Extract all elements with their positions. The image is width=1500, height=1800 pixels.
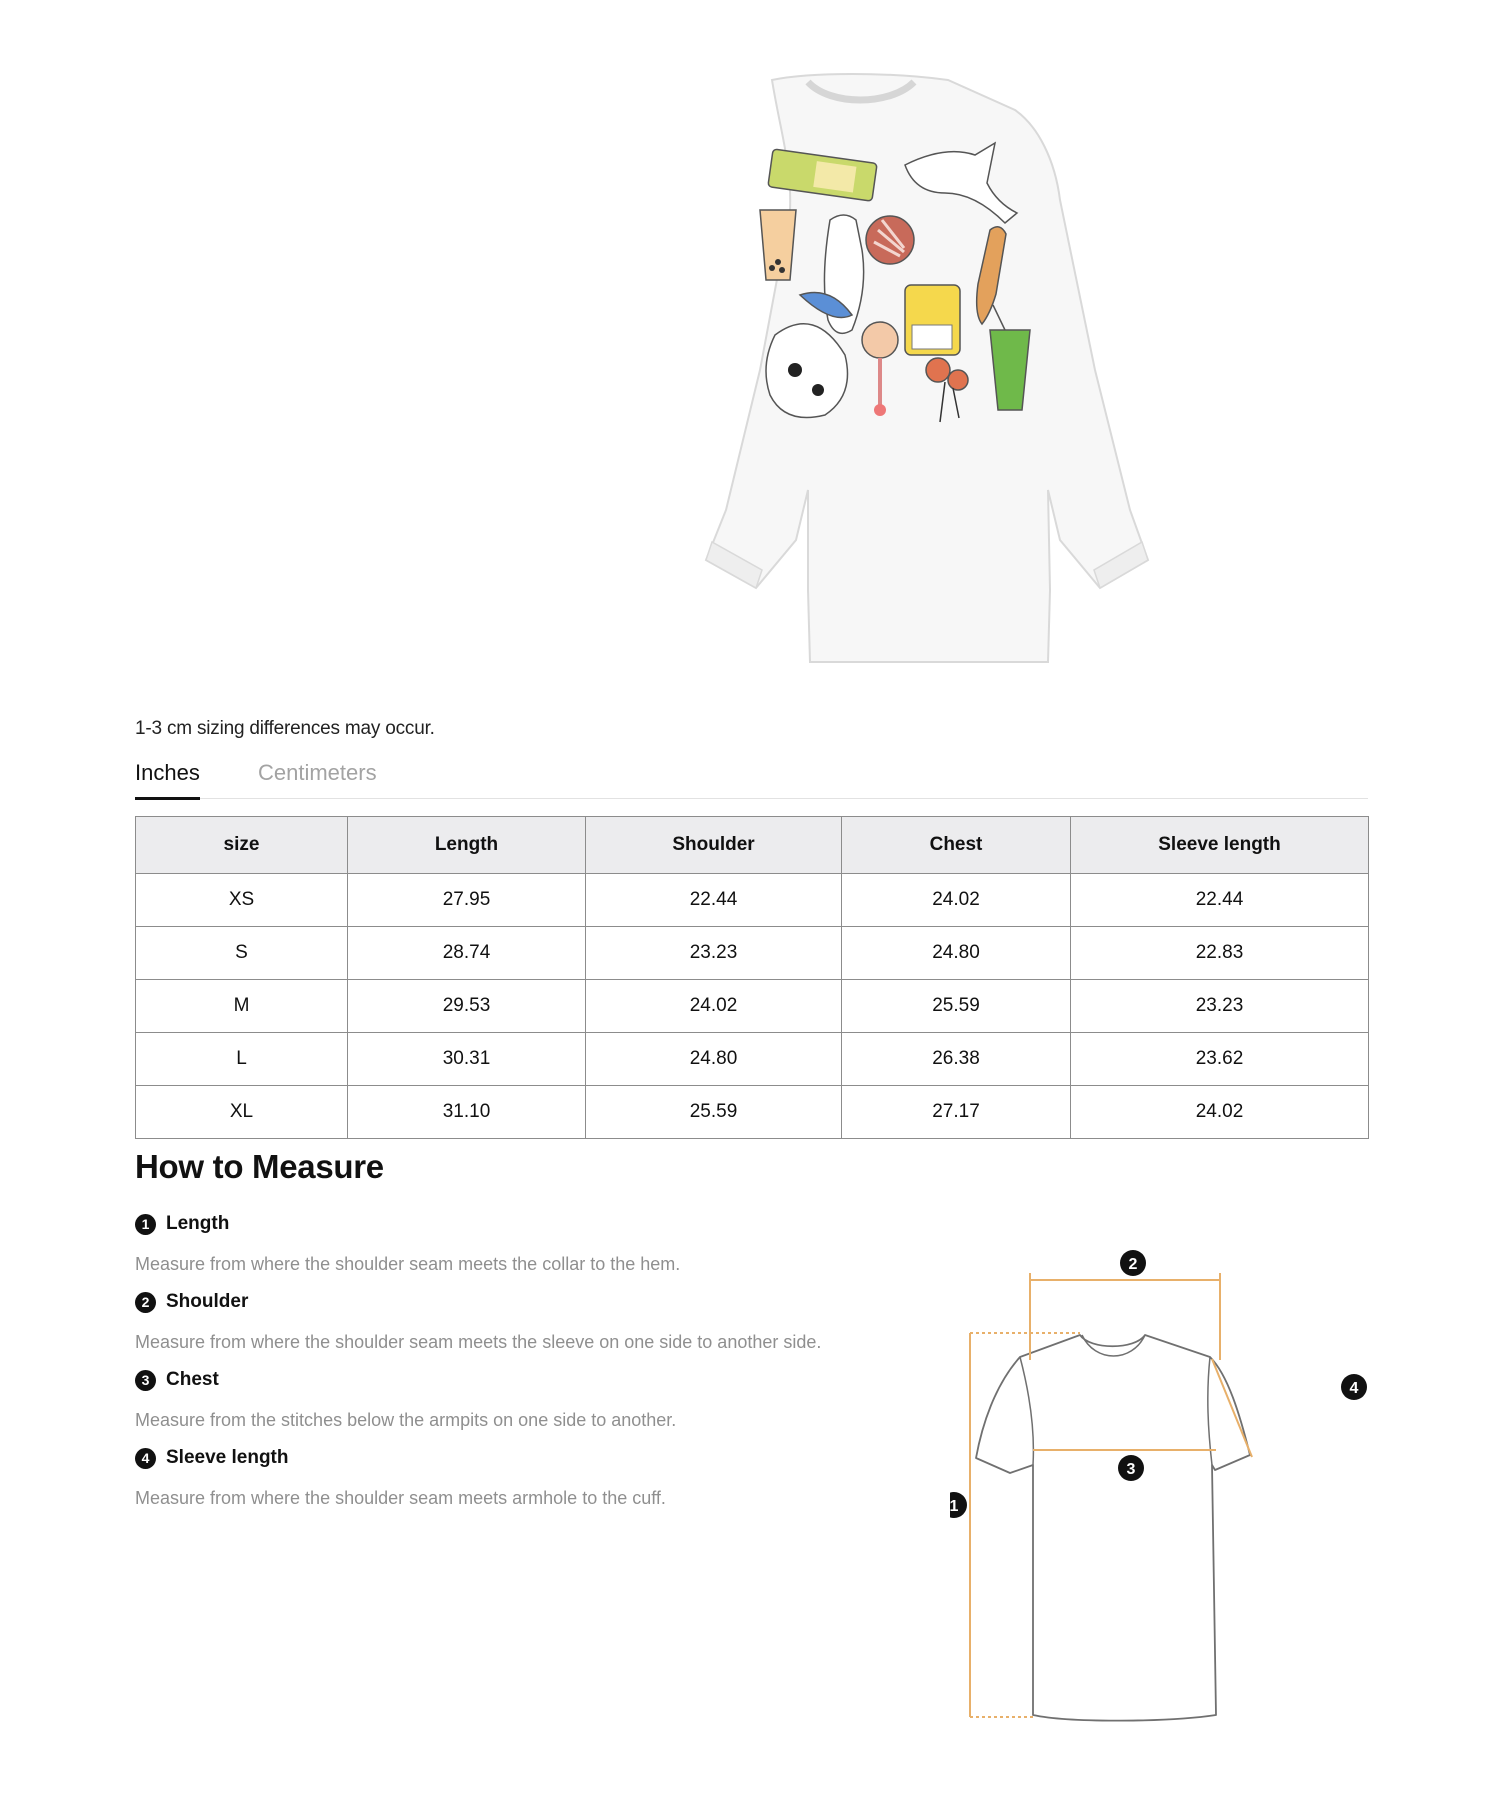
step-number-icon: 4 [135, 1448, 156, 1469]
cell-size: S [136, 927, 348, 980]
product-photo [560, 70, 1220, 670]
marker-4 [1341, 1374, 1367, 1400]
measurement-lines [970, 1273, 1252, 1717]
cell-chest: 24.80 [842, 927, 1071, 980]
cell-shoulder: 25.59 [586, 1086, 842, 1139]
cell-size: M [136, 980, 348, 1033]
step-number-icon: 3 [135, 1370, 156, 1391]
how-to-measure-title: How to Measure [135, 1148, 384, 1185]
measure-step-length [135, 1213, 680, 1275]
step-label: Sleeve length [166, 1447, 289, 1468]
table-header-row [136, 817, 1369, 874]
cell-shoulder: 22.44 [586, 874, 842, 927]
tab-centimeters[interactable]: Centimeters [258, 760, 377, 785]
header-shoulder: Shoulder [586, 817, 842, 874]
svg-text:3: 3 [1126, 1461, 1136, 1478]
cell-sleeve-length: 23.62 [1071, 1033, 1369, 1086]
table-row [136, 1086, 1369, 1139]
cell-length: 28.74 [348, 927, 586, 980]
table-row [136, 980, 1369, 1033]
svg-text:4: 4 [1349, 1380, 1359, 1397]
cell-length: 29.53 [348, 980, 586, 1033]
cell-chest: 27.17 [842, 1086, 1071, 1139]
cell-shoulder: 24.80 [586, 1033, 842, 1086]
cell-shoulder: 23.23 [586, 927, 842, 980]
cell-length: 30.31 [348, 1033, 586, 1086]
table-row [136, 874, 1369, 927]
marker-2 [1120, 1250, 1146, 1276]
cell-length: 27.95 [348, 874, 586, 927]
cell-chest: 24.02 [842, 874, 1071, 927]
cell-sleeve-length: 24.02 [1071, 1086, 1369, 1139]
measurement-diagram [950, 1225, 1370, 1745]
cell-sleeve-length: 22.44 [1071, 874, 1369, 927]
cell-size: XS [136, 874, 348, 927]
measure-step-chest [135, 1369, 676, 1431]
step-label: Chest [166, 1369, 219, 1390]
table-row [136, 1033, 1369, 1086]
tshirt-outline-icon [976, 1335, 1250, 1721]
sizing-note: 1-3 cm sizing differences may occur. [135, 718, 435, 739]
header-chest: Chest [842, 817, 1071, 874]
table-row [136, 927, 1369, 980]
cell-chest: 25.59 [842, 980, 1071, 1033]
step-number-icon: 1 [135, 1214, 156, 1235]
cell-size: XL [136, 1086, 348, 1139]
svg-text:1: 1 [950, 1498, 959, 1515]
tab-inches[interactable]: Inches [135, 760, 200, 800]
header-length: Length [348, 817, 586, 874]
step-description: Measure from where the shoulder seam meets the sleeve on one side to another side. [135, 1332, 822, 1352]
measure-step-sleeve-length [135, 1447, 666, 1509]
measure-step-shoulder [135, 1291, 821, 1353]
step-description: Measure from the stitches below the armpits on one side to another. [135, 1410, 677, 1430]
cell-sleeve-length: 23.23 [1071, 980, 1369, 1033]
marker-1 [950, 1492, 967, 1518]
cell-chest: 26.38 [842, 1033, 1071, 1086]
step-label: Length [166, 1213, 230, 1234]
svg-text:2: 2 [1128, 1256, 1138, 1273]
header-size: size [136, 817, 348, 874]
size-chart-table [135, 816, 1369, 1139]
step-description: Measure from where the shoulder seam meets the collar to the hem. [135, 1254, 681, 1274]
cell-length: 31.10 [348, 1086, 586, 1139]
step-description: Measure from where the shoulder seam meets armhole to the cuff. [135, 1488, 666, 1508]
cell-shoulder: 24.02 [586, 980, 842, 1033]
cell-sleeve-length: 22.83 [1071, 927, 1369, 980]
step-label: Shoulder [166, 1291, 249, 1312]
unit-tabs [135, 754, 1368, 799]
header-sleeve-length: Sleeve length [1071, 817, 1369, 874]
marker-3 [1118, 1455, 1144, 1481]
cell-size: L [136, 1033, 348, 1086]
step-number-icon: 2 [135, 1292, 156, 1313]
